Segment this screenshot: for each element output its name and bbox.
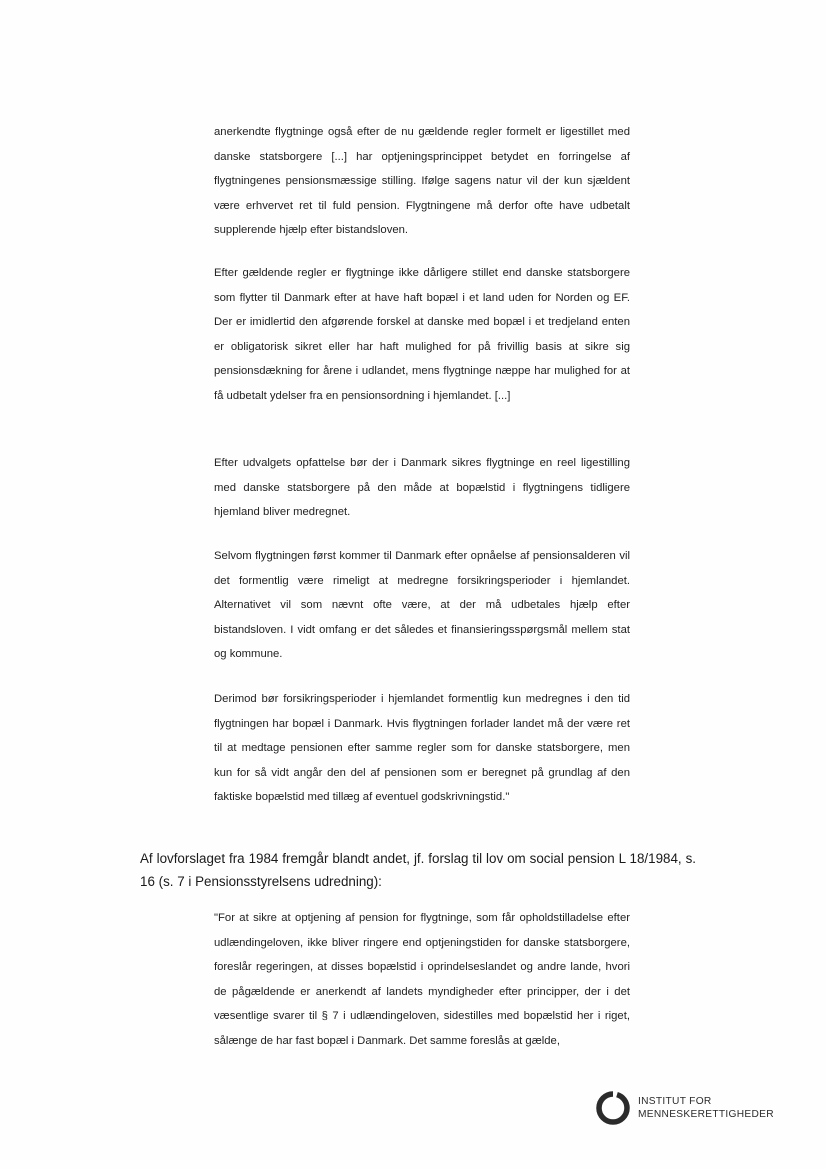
body-text: Af lovforslaget fra 1984 fremgår blandt andet, jf. forslag til lov om social pension L 18/1984, s. 16 (s. 7 i Pensionsstyrelsens udredning):	[140, 851, 696, 889]
quote-paragraph-3	[214, 451, 630, 525]
quote-text: Selvom flygtningen først kommer til Danmark efter opnåelse af pensionsalderen vil det formentlig være rimeligt at medregne forsikringsperioder i hjemlandet. Alternativet vil som nævnt ofte være, at der må udbetales hjælp efter bistandsloven. I vidt omfang er det således et finansieringsspørgsmål mellem stat og kommune.	[214, 550, 630, 660]
quote-text: anerkendte flygtninge også efter de nu gældende regler formelt er ligestillet med danske statsborgere [...] har optjeningsprincippet betydet en forringelse af flygtningenes pensionsmæssige stilling. Ifølge sagens natur vil der kun sjældent være erhvervet ret til fuld pension. Flygtningene må derfor ofte have udbetalt supplerende hjælp efter bistandsloven.	[214, 126, 630, 236]
quote-paragraph-2	[214, 261, 630, 408]
quote-paragraph-6	[214, 906, 630, 1053]
quote-paragraph-4	[214, 544, 630, 667]
logo-line-2: MENNESKERETTIGHEDER	[638, 1108, 774, 1120]
logo-ring-icon	[596, 1091, 630, 1125]
quote-text: Derimod bør forsikringsperioder i hjemlandet formentlig kun medregnes i den tid flygtningen har bopæl i Danmark. Hvis flygtningen forlader landet må der være ret til at medtage pensionen efter samme regler som for danske statsborgere, men kun for så vidt angår den del af pensionen som er beregnet på grundlag af den faktiske bopælstid med tillæg af eventuel godskrivningstid."	[214, 693, 630, 803]
institute-logo	[596, 1089, 806, 1129]
body-paragraph	[140, 847, 696, 893]
quote-text: Efter gældende regler er flygtninge ikke dårligere stillet end danske statsborgere som flytter til Danmark efter at have haft bopæl i et land uden for Norden og EF. Der er imidlertid den afgørende forskel at danske med bopæl i et tredjeland enten er obligatorisk sikret eller har haft mulighed for på frivillig basis at sikre sig pensionsdækning for årene i udlandet, mens flygtninge næppe har mulighed for at få udbetalt ydelser fra en pensionsordning i hjemlandet. [...]	[214, 267, 630, 402]
quote-text: "For at sikre at optjening af pension for flygtninge, som får opholdstilladelse efter udlændingeloven, ikke bliver ringere end optjeningstiden for danske statsborgere, foreslår regeringen, at disses bopælstid i oprindelseslandet og andre lande, hvori de pågældende er anerkendt af landets myndigheder efter principper, der i det væsentlige svarer til § 7 i udlændingeloven, sidestilles med bopælstid her i riget, sålænge de har fast bopæl i Danmark. Det samme foreslås at gælde,	[214, 912, 630, 1047]
quote-paragraph-5	[214, 687, 630, 810]
logo-wordmark	[638, 1096, 774, 1121]
quote-paragraph-1	[214, 120, 630, 243]
quote-text: Efter udvalgets opfattelse bør der i Danmark sikres flygtninge en reel ligestilling med danske statsborgere på den måde at bopælstid i flygtningens tidligere hjemland bliver medregnet.	[214, 457, 630, 518]
logo-line-1: INSTITUT FOR	[638, 1096, 712, 1107]
